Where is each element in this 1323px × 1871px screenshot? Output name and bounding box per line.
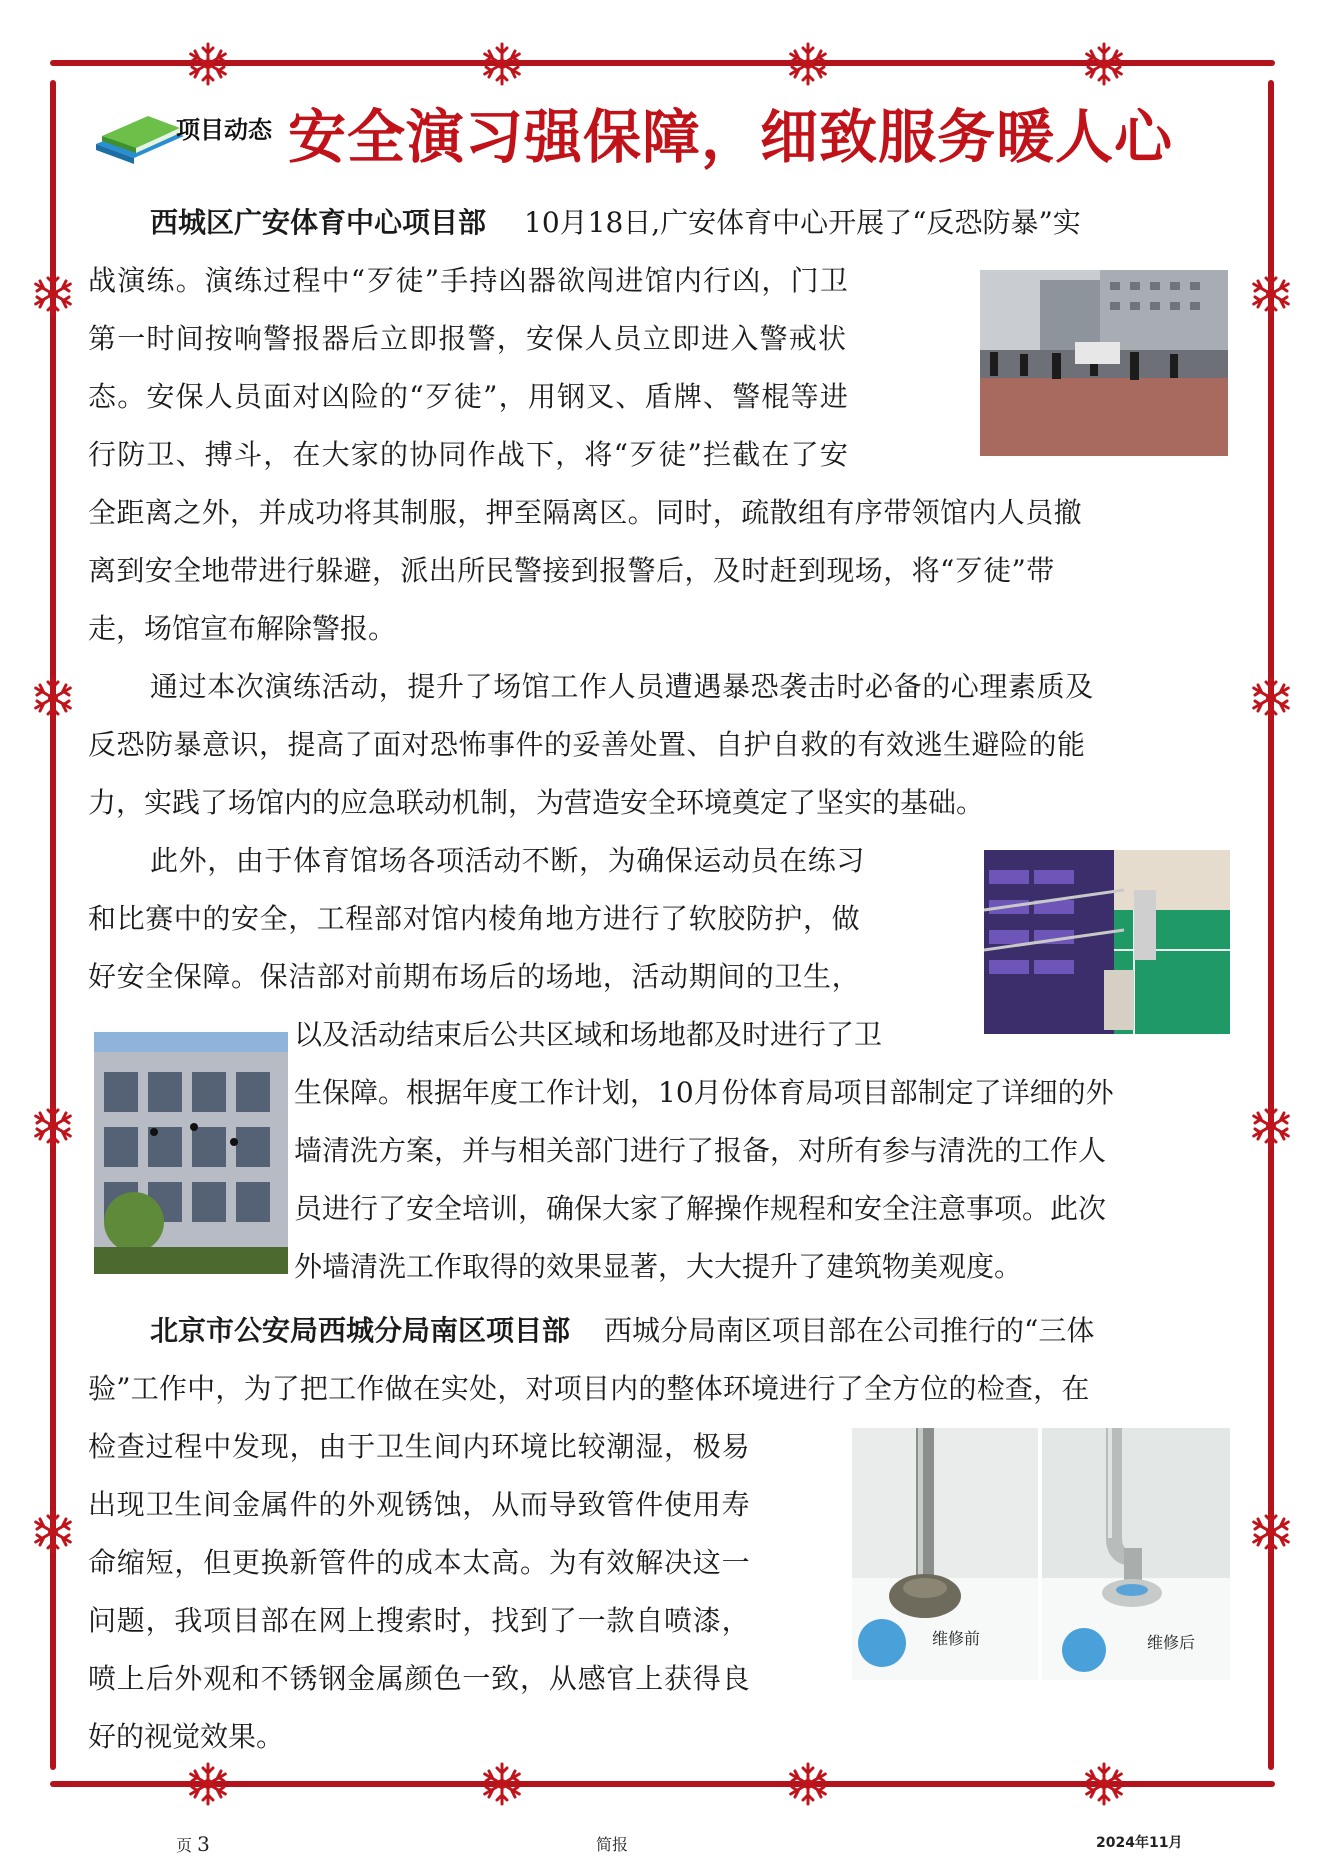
snowflake-icon <box>480 1762 524 1806</box>
snowflake-icon <box>186 1762 230 1806</box>
text-line: 走，场馆宣布解除警报。 <box>88 612 397 645</box>
text-line: 检查过程中发现，由于卫生间内环境比较潮湿，极易 <box>88 1430 751 1463</box>
text-line: 此外，由于体育馆场各项活动不断，为确保运动员在练习 <box>150 844 866 877</box>
page-title: 安全演习强保障，细致服务暖人心 <box>288 103 1174 171</box>
text-line: 第一时间按响警报器后立即报警，安保人员立即进入警戒状 <box>88 322 848 355</box>
snowflake-icon <box>31 676 75 720</box>
snowflake-icon <box>1249 676 1293 720</box>
text-line: 命缩短，但更换新管件的成本太高。为有效解决这一 <box>88 1546 751 1579</box>
text-line: 问题，我项目部在网上搜索时，找到了一款自喷漆， <box>88 1604 751 1637</box>
snowflake-icon <box>1249 272 1293 316</box>
snowflake-icon <box>1249 1510 1293 1554</box>
snowflake-icon <box>480 42 524 86</box>
text-line: 态。安保人员面对凶险的“歹徒”，用钢叉、盾牌、警棍等进 <box>88 380 850 413</box>
text-line: 外墙清洗工作取得的效果显著，大大提升了建筑物美观度。 <box>294 1250 1023 1283</box>
section-label: 项目动态 <box>176 116 272 144</box>
venue-protection-photo <box>984 850 1230 1034</box>
snowflake-icon <box>186 42 230 86</box>
drill-photo <box>980 270 1228 456</box>
snowflake-icon <box>1082 42 1126 86</box>
text-line: 墙清洗方案，并与相关部门进行了报备，对所有参与清洗的工作人 <box>294 1134 1107 1167</box>
page-header <box>88 90 1238 180</box>
text-line: 西城分局南区项目部在公司推行的“三体 <box>604 1314 1095 1347</box>
text-line: 出现卫生间金属件的外观锈蚀，从而导致管件使用寿 <box>88 1488 751 1521</box>
text-line: 验”工作中，为了把工作做在实处，对项目内的整体环境进行了全方位的检查，在 <box>88 1372 1090 1405</box>
text-line: 通过本次演练活动，提升了场馆工作人员遭遇暴恐袭击时必备的心理素质及 <box>150 670 1094 703</box>
text-line: 员进行了安全培训，确保大家了解操作规程和安全注意事项。此次 <box>294 1192 1107 1225</box>
footer-date: 2024年11月 <box>1096 1835 1183 1851</box>
text-line: 离到安全地带进行躲避，派出所民警接到报警后，及时赶到现场，将“歹徒”带 <box>88 554 1055 587</box>
text-line: 好的视觉效果。 <box>88 1720 285 1753</box>
text-line: 10月18日,广安体育中心开展了“反恐防暴”实 <box>524 206 1081 239</box>
text-line: 生保障。根据年度工作计划，10月份体育局项目部制定了详细的外 <box>294 1076 1114 1109</box>
article-lead <box>150 194 1081 252</box>
books-icon <box>88 106 188 164</box>
snowflake-icon <box>786 1762 830 1806</box>
photo-before-label: 维修前 <box>932 1629 981 1648</box>
page-number-value: 3 <box>197 1832 210 1856</box>
pipe-repair-photo <box>852 1428 1230 1680</box>
text-line: 好安全保障。保洁部对前期布场后的场地，活动期间的卫生， <box>88 960 861 993</box>
text-line: 战演练。演练过程中“歹徒”手持凶器欲闯进馆内行凶，门卫 <box>88 264 850 297</box>
article-lead <box>150 1302 1094 1360</box>
photo-after-label: 维修后 <box>1147 1633 1196 1652</box>
text-line: 喷上后外观和不锈钢金属颜色一致，从感官上获得良 <box>88 1662 751 1695</box>
page-number <box>176 1832 210 1856</box>
project-name: 北京市公安局西城分局南区项目部 <box>150 1314 571 1347</box>
text-line: 和比赛中的安全，工程部对馆内棱角地方进行了软胶防护，做 <box>88 902 861 935</box>
project-name: 西城区广安体育中心项目部 <box>150 206 487 239</box>
page-prefix: 页 <box>176 1836 193 1855</box>
text-line: 全距离之外，并成功将其制服，押至隔离区。同时，疏散组有序带领馆内人员撤 <box>88 496 1083 529</box>
snowflake-icon <box>31 1510 75 1554</box>
snowflake-icon <box>31 1104 75 1148</box>
text-line: 力，实践了场馆内的应急联动机制，为营造安全环境奠定了坚实的基础。 <box>88 786 985 819</box>
text-line: 反恐防暴意识，提高了面对恐怖事件的妥善处置、自护自救的有效逃生避险的能 <box>88 728 1086 761</box>
snowflake-icon <box>31 272 75 316</box>
text-line: 以及活动结束后公共区域和场地都及时进行了卫 <box>294 1018 883 1051</box>
footer-title: 简报 <box>596 1835 629 1854</box>
snowflake-icon <box>1082 1762 1126 1806</box>
snowflake-icon <box>1249 1104 1293 1148</box>
text-line: 行防卫、搏斗，在大家的协同作战下，将“歹徒”拦截在了安 <box>88 438 850 471</box>
snowflake-icon <box>786 42 830 86</box>
wall-cleaning-photo <box>94 1032 288 1274</box>
